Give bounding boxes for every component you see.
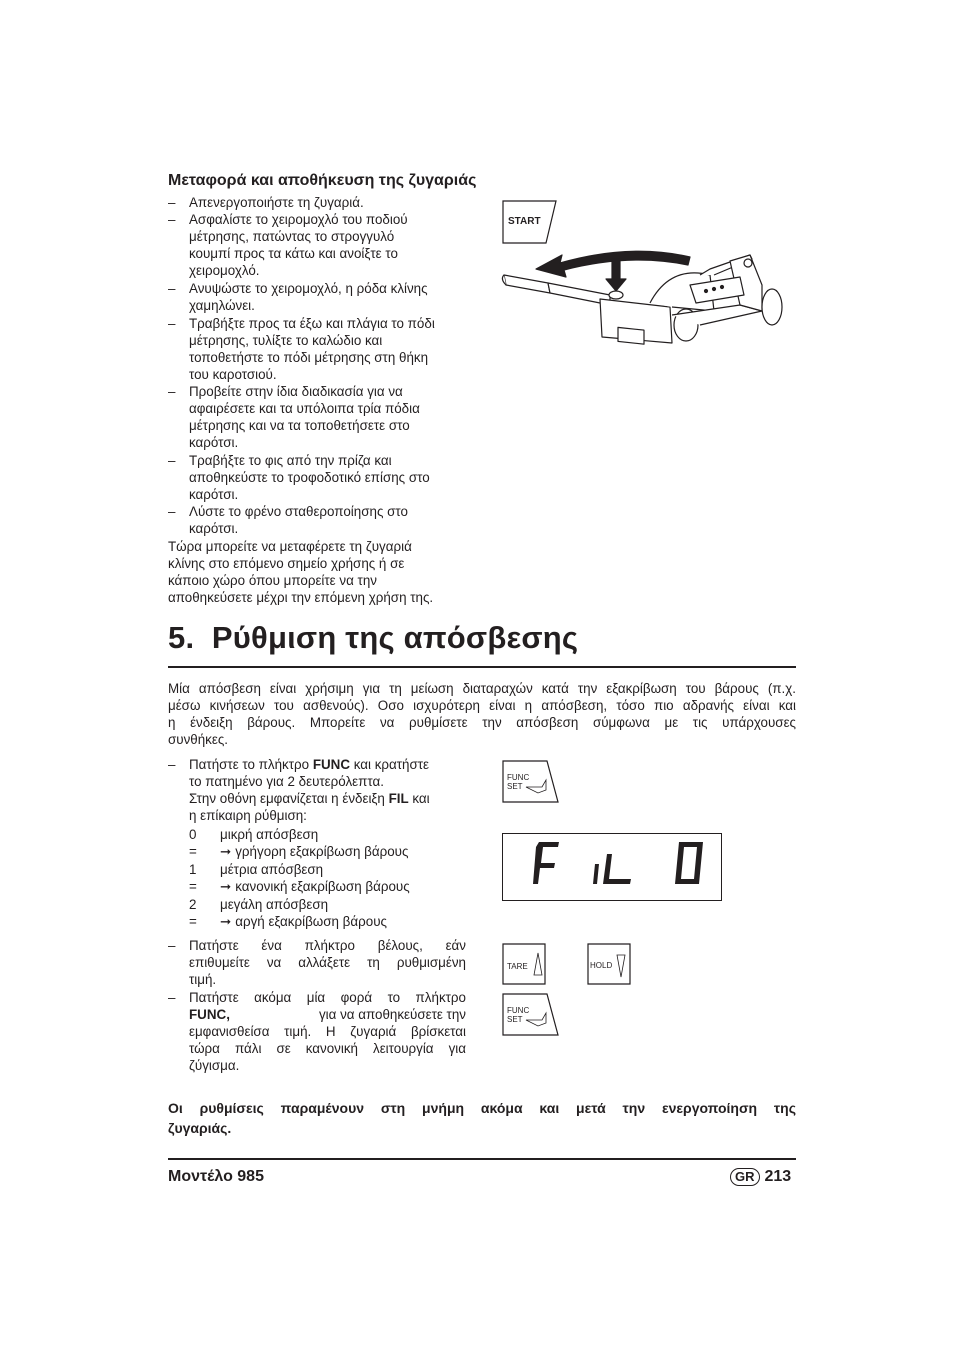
svg-text:FUNC: FUNC bbox=[507, 1006, 530, 1015]
page-number: 213 bbox=[764, 1168, 792, 1185]
hold-key bbox=[587, 943, 633, 985]
arrow-right-icon: ➞ bbox=[220, 844, 232, 859]
list-item: – Τραβήξτε προς τα έξω και πλάγια το πόδι μέτρησης, τυλίξτε το καλώδιο και τοποθετήστε το πόδι μέτρησης στη θήκη του καροτσιού. bbox=[168, 316, 435, 382]
lever-illustration bbox=[500, 245, 790, 360]
svg-text:START: START bbox=[508, 216, 541, 227]
svg-text:TARE: TARE bbox=[507, 962, 528, 971]
list-item: – Πατήστε ακόμα μία φορά το πλήκτρο FUNC, για να αποθηκεύσετε την εμφανισθείσα τιμή. Η ζυγαριά βρίσκεται τώρα πάλι σε κανονική λειτουργία για ζύγισμα. bbox=[168, 990, 466, 1073]
page-title: 5. Ρύθμιση της απόσβεσης bbox=[168, 620, 579, 655]
footer-page-number-group bbox=[730, 1168, 791, 1186]
list-item: – Ασφαλίστε το χειρομοχλό του ποδιού μέτρησης, πατώντας το στρογγυλό κουμπί προς τα κάτω και ανοίξτε το χειρομοχλό. bbox=[168, 212, 408, 278]
footer-model: Μοντέλο 985 bbox=[168, 1168, 264, 1185]
svg-text:HOLD: HOLD bbox=[590, 961, 613, 970]
list-item: – Προβείτε στην ίδια διαδικασία για να αφαιρέσετε και τα υπόλοιπα τρία πόδια μέτρησης και να τα τοποθετήσετε στο καρότσι. bbox=[168, 384, 420, 450]
country-badge: GR bbox=[730, 1168, 760, 1186]
list-item: – Πατήστε ένα πλήκτρο βέλους, εάν επιθυμείτε να αλλάξετε τη ρυθμισμένη τιμή. bbox=[168, 938, 466, 987]
list-item: – Λύστε το φρένο σταθεροποίησης στο καρότσι. bbox=[168, 504, 408, 536]
start-key bbox=[502, 200, 558, 244]
title-rule bbox=[168, 666, 796, 668]
settings-note: Οι ρυθμίσεις παραμένουν στη μνήμη ακόμα και μετά την ενεργοποίηση της ζυγαριάς. bbox=[168, 1100, 796, 1136]
arrow-right-icon: ➞ bbox=[220, 879, 232, 894]
svg-text:SET: SET bbox=[507, 782, 523, 791]
tare-key bbox=[502, 943, 548, 985]
arrow-right-icon: ➞ bbox=[220, 914, 232, 929]
section-heading-transport: Μεταφορά και αποθήκευση της ζυγαριάς bbox=[168, 172, 477, 189]
func-set-key bbox=[502, 993, 560, 1037]
svg-text:FUNC: FUNC bbox=[507, 773, 530, 782]
damping-intro-paragraph: Μία απόσβεση είναι χρήσιμη για τη μείωση διαταραχών κατά την εξακρίβωση του βάρους (π.χ. μέσω κινήσεων του ασθενούς). Οσο ισχυρότερη είναι η απόσβεση, τόσο πιο αδρανής είναι και η ένδειξη βάρους. Μπορείτε να ρυθμίσετε την απόσβεση σύμφωνα με τις υπάρχουσες συνθήκες. bbox=[168, 681, 796, 747]
lcd-segments bbox=[503, 834, 721, 900]
list-item: – Τραβήξτε το φις από την πρίζα και αποθηκεύστε το τροφοδοτικό επίσης στο καρότσι. bbox=[168, 453, 430, 502]
list-item: – Απενεργοποιήστε τη ζυγαριά. bbox=[168, 195, 364, 210]
lcd-display bbox=[502, 833, 722, 901]
svg-text:SET: SET bbox=[507, 1015, 523, 1024]
list-item: – Ανυψώστε το χειρομοχλό, η ρόδα κλίνης χαμηλώνει. bbox=[168, 281, 428, 313]
transport-closing-paragraph: Τώρα μπορείτε να μεταφέρετε τη ζυγαριά κλίνης στο επόμενο σημείο χρήσης ή σε κάποιο χώρο όπου μπορείτε να την αποθηκεύσετε μέχρι την επόμενη χρήση της. bbox=[168, 539, 434, 605]
func-set-key bbox=[502, 760, 560, 804]
list-item: – Πατήστε το πλήκτρο FUNC και κρατήστε το πατημένο για 2 δευτερόλεπτα. Στην οθόνη εμφανίζεται η ένδειξη FIL και η επίκαιρη ρύθμιση: bbox=[168, 757, 430, 823]
footer-rule bbox=[168, 1158, 796, 1160]
